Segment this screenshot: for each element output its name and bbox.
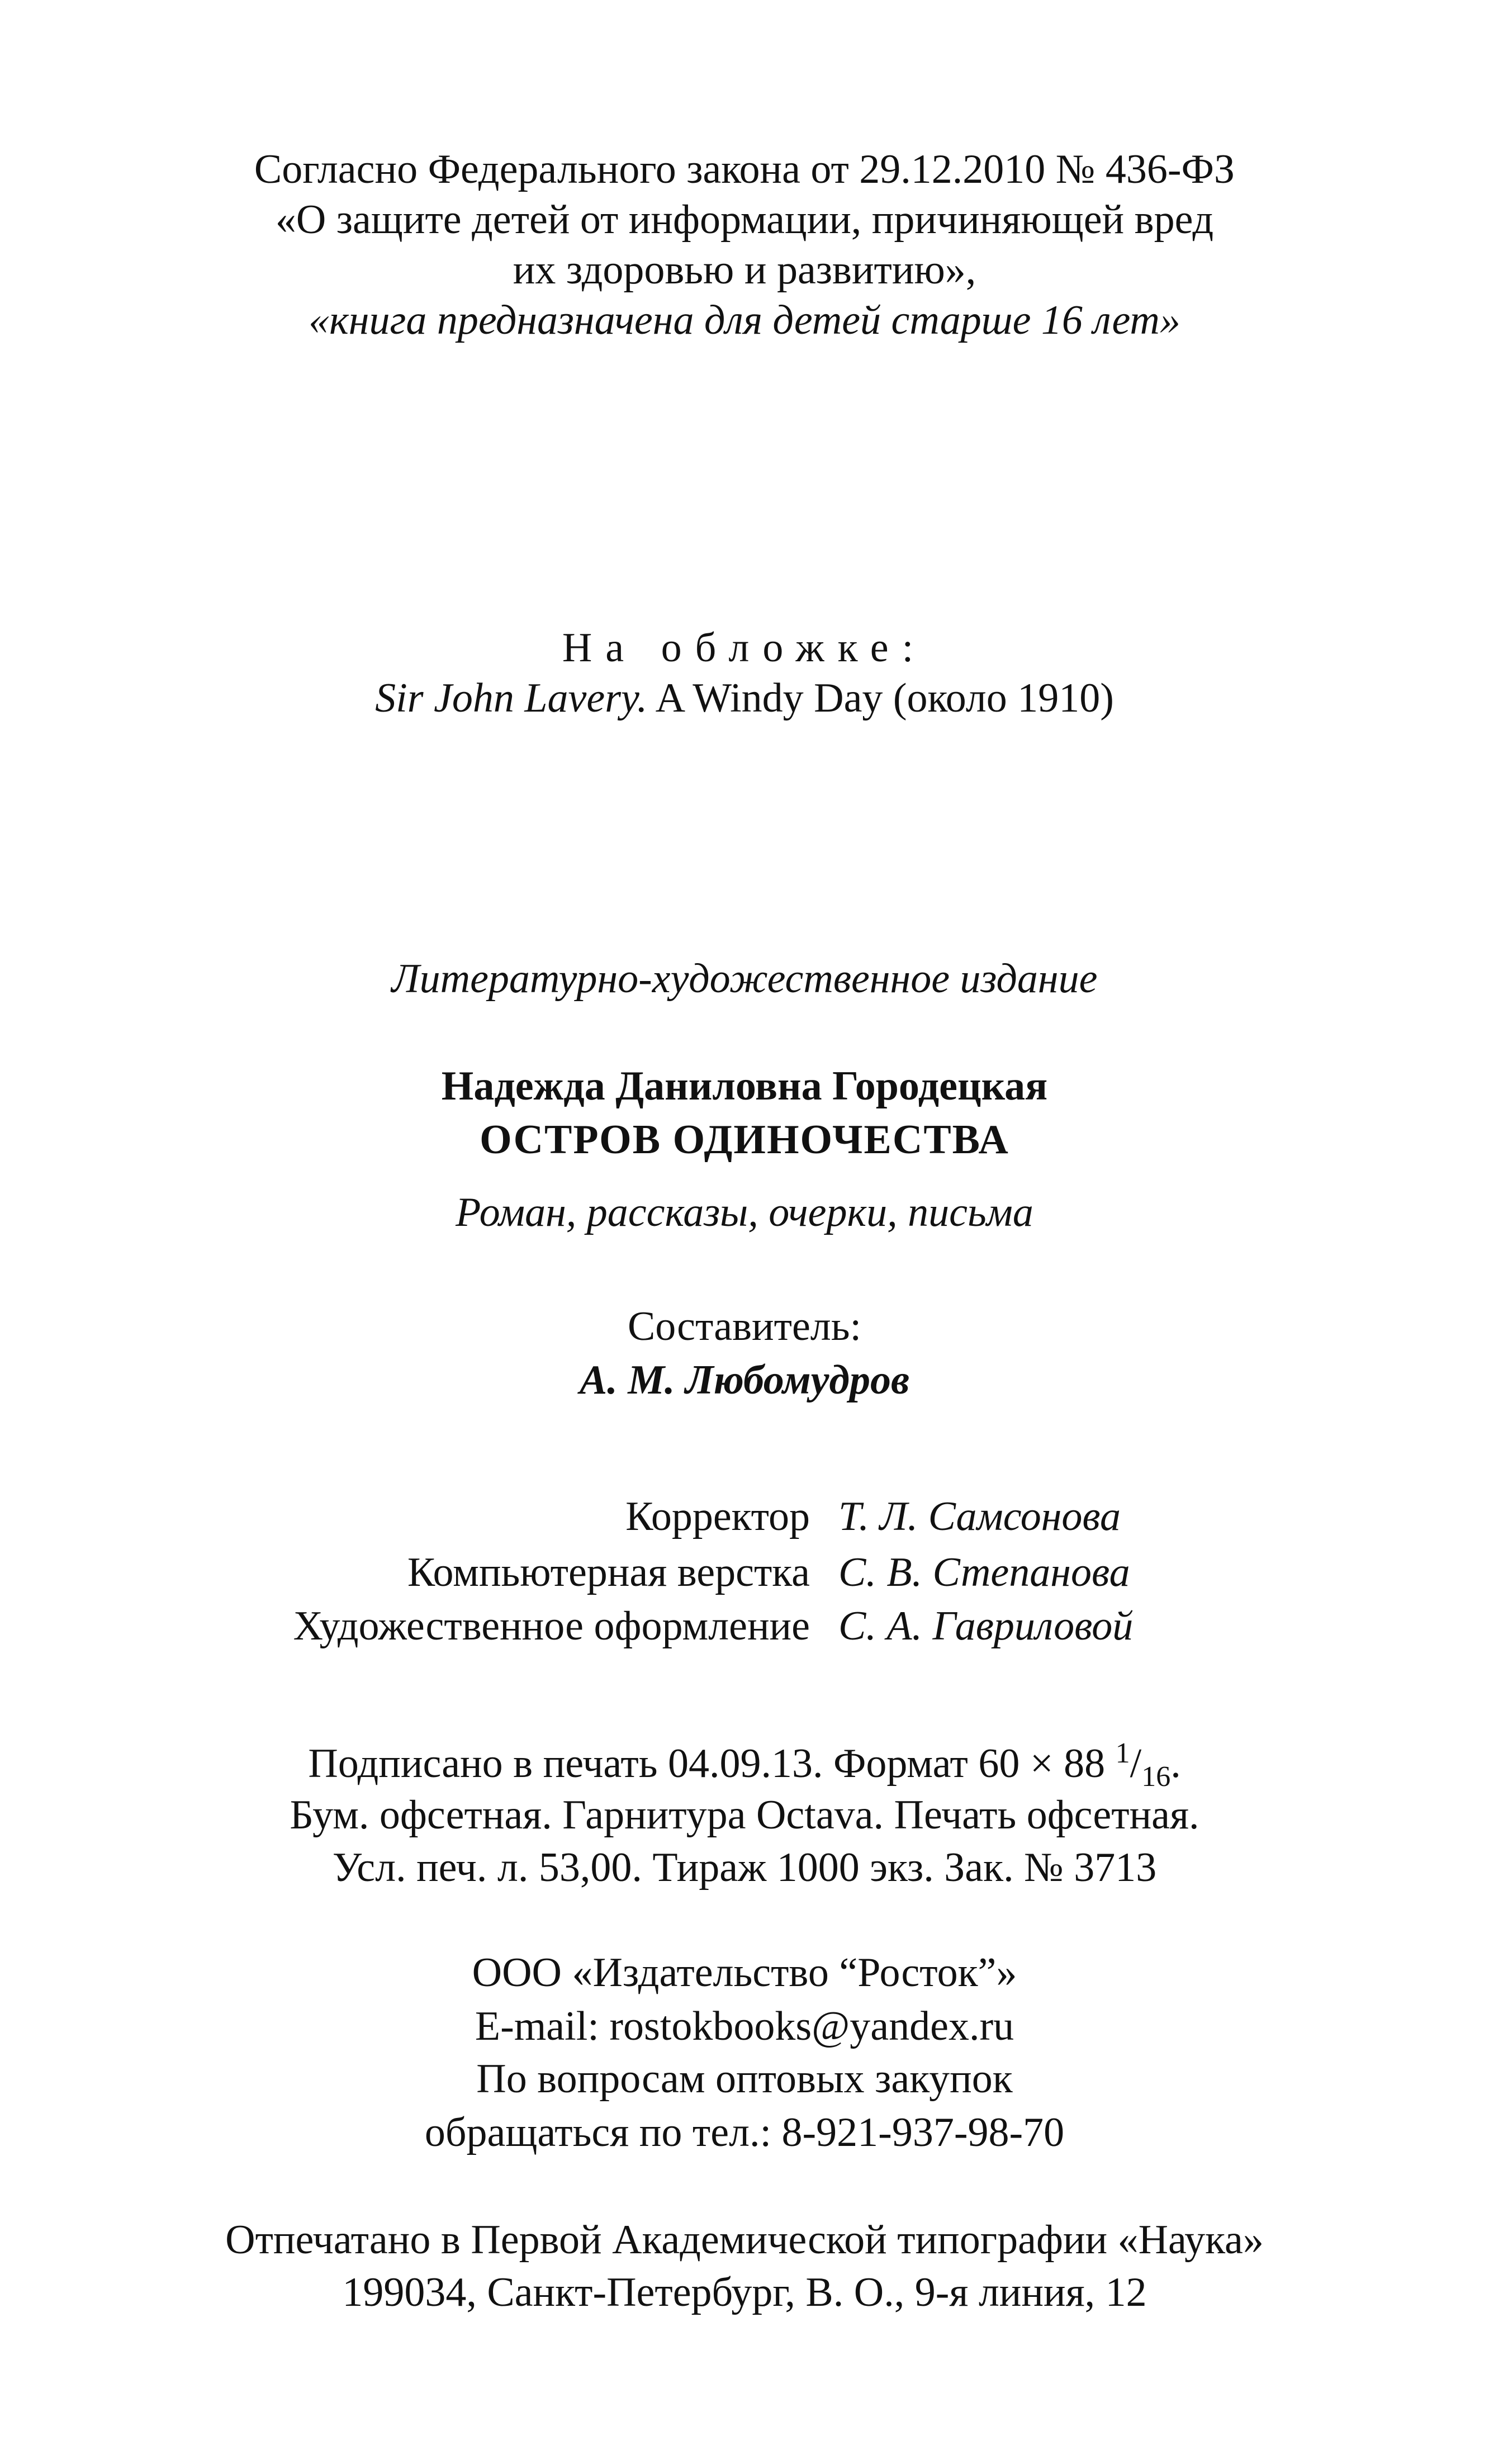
credit-name: С. А. Гавриловой	[838, 1603, 1134, 1649]
law-notice-line-1: Согласно Федерального закона от 29.12.2010 № 436-ФЗ	[254, 146, 1235, 192]
wholesale-line-1: По вопросам оптовых закупок	[476, 2056, 1013, 2102]
book-title: ОСТРОВ ОДИНОЧЕСТВА	[480, 1117, 1009, 1163]
print-info-line-3: Усл. печ. л. 53,00. Тираж 1000 экз. Зак. № 3713	[332, 1845, 1157, 1890]
printer-line-2: 199034, Санкт-Петербург, В. О., 9-я линия, 12	[342, 2269, 1147, 2315]
credit-name: Т. Л. Самсонова	[838, 1494, 1121, 1539]
print-info-suffix: .	[1170, 1741, 1181, 1787]
compiler-label: Составитель:	[627, 1304, 862, 1349]
credit-role: Корректор	[625, 1494, 810, 1539]
cover-artist: Sir John Lavery.	[375, 675, 648, 721]
edition-type: Литературно-художественное издание	[391, 956, 1098, 1002]
credit-row	[0, 1494, 1489, 1550]
age-rating-notice: «книга предназначена для детей старше 16 лет»	[309, 297, 1180, 343]
print-info-line-2: Бум. офсетная. Гарнитура Octava. Печать офсетная.	[290, 1792, 1199, 1838]
format-fraction-denominator: 16	[1141, 1761, 1171, 1793]
format-fraction-numerator: 1	[1115, 1737, 1130, 1769]
credit-role: Художественное оформление	[293, 1603, 810, 1649]
law-notice-line-3: их здоровью и развитию»,	[513, 247, 976, 293]
compiler-name: А. М. Любомудров	[579, 1357, 910, 1403]
publisher-name: ООО «Издательство “Росток”»	[472, 1950, 1017, 1996]
credit-row	[0, 1550, 1489, 1605]
format-fraction-slash: /	[1130, 1741, 1142, 1787]
credit-name: С. В. Степанова	[838, 1550, 1130, 1595]
cover-credit	[0, 675, 1489, 722]
book-author: Надежда Даниловна Городецкая	[441, 1063, 1048, 1109]
printer-line-1: Отпечатано в Первой Академической типографии «Наука»	[225, 2217, 1264, 2263]
print-info-line-1	[0, 1737, 1489, 1793]
book-subtitle: Роман, рассказы, очерки, письма	[456, 1190, 1033, 1235]
credit-role: Компьютерная верстка	[407, 1550, 810, 1595]
wholesale-line-2: обращаться по тел.: 8-921-937-98-70	[424, 2110, 1065, 2155]
print-info-prefix: Подписано в печать 04.09.13. Формат 60 × 88	[308, 1741, 1106, 1787]
cover-work: A Windy Day (около 1910)	[655, 675, 1114, 721]
publisher-email: E-mail: rostokbooks@yandex.ru	[475, 2003, 1014, 2049]
cover-label: На обложке:	[562, 625, 927, 671]
law-notice-line-2: «О защите детей от информации, причиняющей вред	[275, 197, 1214, 243]
credit-row	[0, 1603, 1489, 1659]
